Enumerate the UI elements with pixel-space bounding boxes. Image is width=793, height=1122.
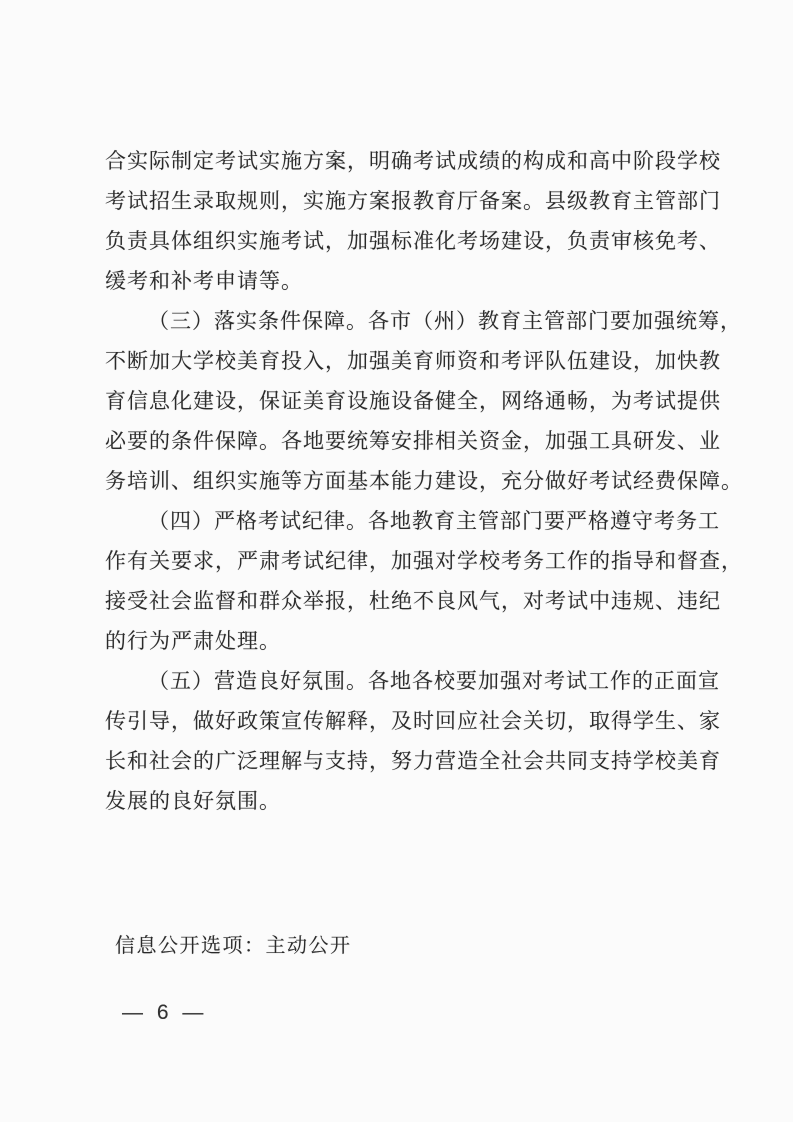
body-line: 发展的良好氛围。 <box>105 790 281 813</box>
body-line: 育信息化建设，保证美育设施设备健全，网络通畅，为考试提供 <box>105 390 721 413</box>
page-number: — 6 — <box>122 1001 208 1024</box>
body-line: （五）营造良好氛围。各地各校要加强对考试工作的正面宣 <box>148 670 720 693</box>
paragraph-item-5 <box>105 662 745 822</box>
body-line: 接受社会监督和群众举报，杜绝不良风气，对考试中违规、违纪 <box>105 590 721 613</box>
body-line: 传引导，做好政策宣传解释，及时回应社会关切，取得学生、家 <box>105 710 721 733</box>
paragraph-item-4 <box>105 502 745 662</box>
document-body <box>105 142 745 822</box>
body-line: 作有关要求，严肃考试纪律，加强对学校考务工作的指导和督查， <box>105 550 743 573</box>
body-line: 缓考和补考申请等。 <box>105 270 303 293</box>
body-line: 长和社会的广泛理解与支持，努力营造全社会共同支持学校美育 <box>105 750 721 773</box>
body-line: 负责具体组织实施考试，加强标准化考场建设，负责审核免考、 <box>105 230 721 253</box>
body-line: （三）落实条件保障。各市（州）教育主管部门要加强统筹， <box>148 310 742 333</box>
disclosure-note: 信息公开选项：主动公开 <box>115 935 352 957</box>
body-line: 不断加大学校美育投入，加强美育师资和考评队伍建设，加快教 <box>105 350 721 373</box>
body-line: 务培训、组织实施等方面基本能力建设，充分做好考试经费保障。 <box>105 470 743 493</box>
body-line: 考试招生录取规则，实施方案报教育厅备案。县级教育主管部门 <box>105 190 721 213</box>
paragraph-item-3 <box>105 302 745 502</box>
paragraph-continuation <box>105 142 745 302</box>
body-line: （四）严格考试纪律。各地教育主管部门要严格遵守考务工 <box>148 510 720 533</box>
body-line: 合实际制定考试实施方案，明确考试成绩的构成和高中阶段学校 <box>105 150 721 173</box>
body-line: 的行为严肃处理。 <box>105 630 281 653</box>
body-line: 必要的条件保障。各地要统筹安排相关资金，加强工具研发、业 <box>105 430 721 453</box>
